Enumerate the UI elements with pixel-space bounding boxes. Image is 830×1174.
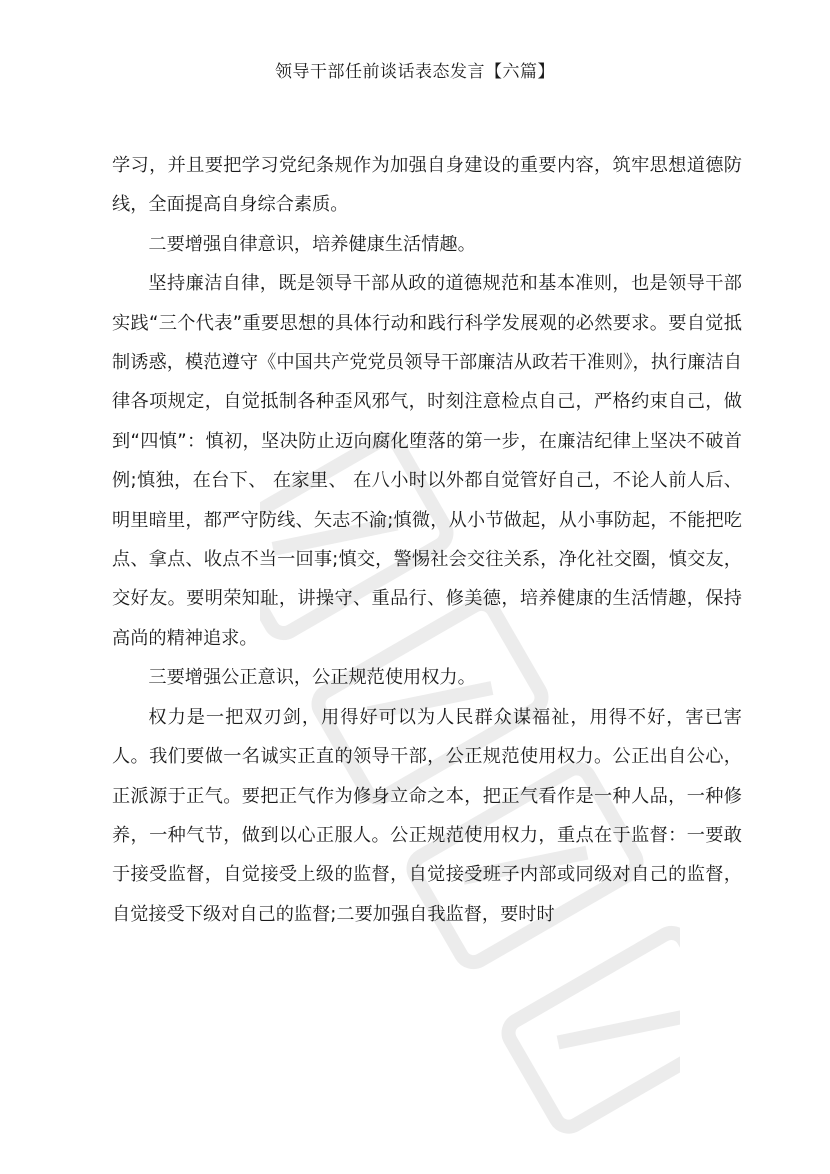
paragraph-1: 学习，并且要把学习党纪条规作为加强自身建设的重要内容，筑牢思想道德防线，全面提高自身综合素质。 [112,155,742,216]
document-title: 领导干部任前谈话表态发言【六篇】 [275,62,555,82]
paragraph-3: 坚持廉洁自律，既是领导干部从政的道德规范和基本准则，也是领导干部实践“三个代表”重要思想的具体行动和践行科学发展观的必然要求。要自觉抵制诱惑，模范遵守《中国共产党党员领导干部廉洁从政若干准则》，执行廉洁自律各项规定，自觉抵制各种歪风邪气，时刻注意检点自己，严格约束自己，做到“四慎”：慎初，坚决防止迈向腐化堕落的第一步，在廉洁纪律上坚决不破首例;慎独，在台下、 在家里、 在八小时以外都自觉管好自己，不论人前人后、明里暗里，都严守防线、矢志不渝;慎微，从小节做起，从小事防起，不能把吃点、拿点、收点不当一回事;慎交，警惕社会交往关系，净化社交圈，慎交友，交好友。要明荣知耻，讲操守、重品行、修美德，培养健康的生活情趣，保持高尚的精神追求。 [112,273,742,649]
paragraph-5: 权力是一把双刃剑，用得好可以为人民群众谋福祉，用得不好，害已害人。我们要做一名诚实正直的领导干部，公正规范使用权力。公正出自公心，正派源于正气。要把正气作为修身立命之本，把正气看作是一种人品，一种修养，一种气节，做到以心正服人。公正规范使用权力，重点在于监督：一要敢于接受监督，自觉接受上级的监督，自觉接受班子内部或同级对自己的监督，自觉接受下级对自己的监督;二要加强自我监督，要时时 [112,706,742,925]
paragraph-4: 三要增强公正意识，公正规范使用权力。 [148,667,476,689]
paragraph-2: 二要增强自律意识，培养健康生活情趣。 [148,233,476,255]
document-body [112,146,742,934]
